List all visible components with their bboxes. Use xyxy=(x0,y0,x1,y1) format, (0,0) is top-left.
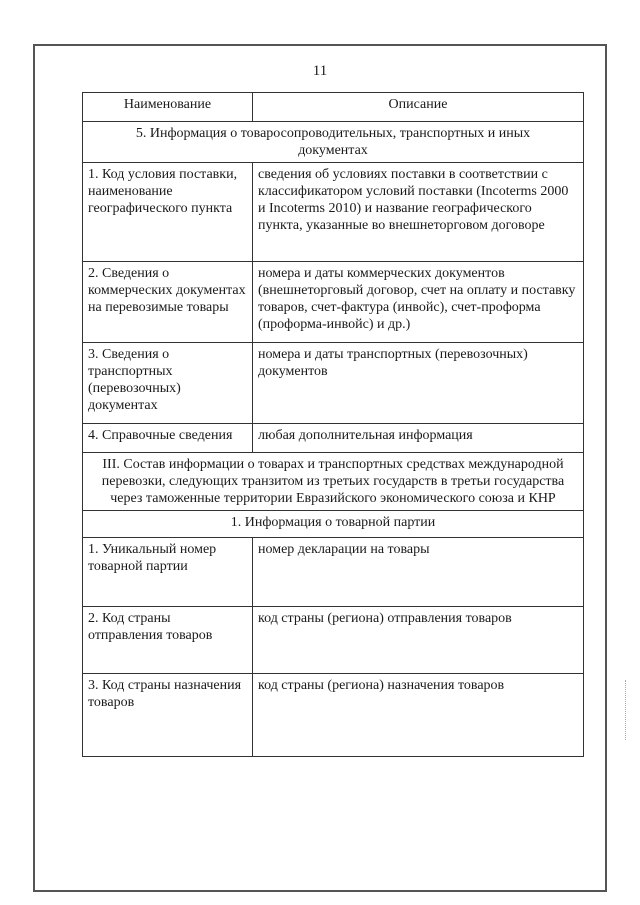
row-name: 2. Сведения о коммерческих документах на перевозимые товары xyxy=(83,262,253,343)
row-name: 3. Сведения о транспортных (перевозочных) документах xyxy=(83,343,253,424)
row-description: сведения об условиях поставки в соответствии с классификатором условий поставки (Incoterms 2000 и Incoterms 2010) и название географического пункта, указанные во внешнеторговом договоре xyxy=(253,163,584,262)
row-name: 1. Уникальный номер товарной партии xyxy=(83,538,253,607)
table-row xyxy=(83,163,584,262)
row-description: номер декларации на товары xyxy=(253,538,584,607)
section-row xyxy=(83,122,584,163)
table-row xyxy=(83,674,584,757)
header-description: Описание xyxy=(253,93,584,122)
header-name: Наименование xyxy=(83,93,253,122)
row-description: номера и даты транспортных (перевозочных) документов xyxy=(253,343,584,424)
row-name: 3. Код страны назначения товаров xyxy=(83,674,253,757)
table-header-row xyxy=(83,93,584,122)
section5-title: 5. Информация о товаросопроводительных, транспортных и иных документах xyxy=(83,122,584,163)
page-number: 11 xyxy=(312,63,328,79)
row-name: 4. Справочные сведения xyxy=(83,424,253,453)
table-row xyxy=(83,424,584,453)
subsection1-title: 1. Информация о товарной партии xyxy=(83,511,584,538)
table-row xyxy=(83,343,584,424)
info-table xyxy=(82,92,584,757)
margin-mark xyxy=(625,680,627,740)
table-row xyxy=(83,538,584,607)
row-description: код страны (региона) отправления товаров xyxy=(253,607,584,674)
row-description: любая дополнительная информация xyxy=(253,424,584,453)
table-row xyxy=(83,262,584,343)
row-name: 2. Код страны отправления товаров xyxy=(83,607,253,674)
part3-title: III. Состав информации о товарах и транспортных средствах международной перевозки, следующих транзитом из третьих государств в третьи государства через таможенные территории Евразийского экономического союза и КНР xyxy=(83,453,584,511)
row-description: номера и даты коммерческих документов (внешнеторговый договор, счет на оплату и поставку товаров, счет-фактура (инвойс), счет-проформа (проформа-инвойс) и др.) xyxy=(253,262,584,343)
table-row xyxy=(83,607,584,674)
row-name: 1. Код условия поставки, наименование географического пункта xyxy=(83,163,253,262)
part3-row xyxy=(83,453,584,511)
subsection-row xyxy=(83,511,584,538)
row-description: код страны (региона) назначения товаров xyxy=(253,674,584,757)
